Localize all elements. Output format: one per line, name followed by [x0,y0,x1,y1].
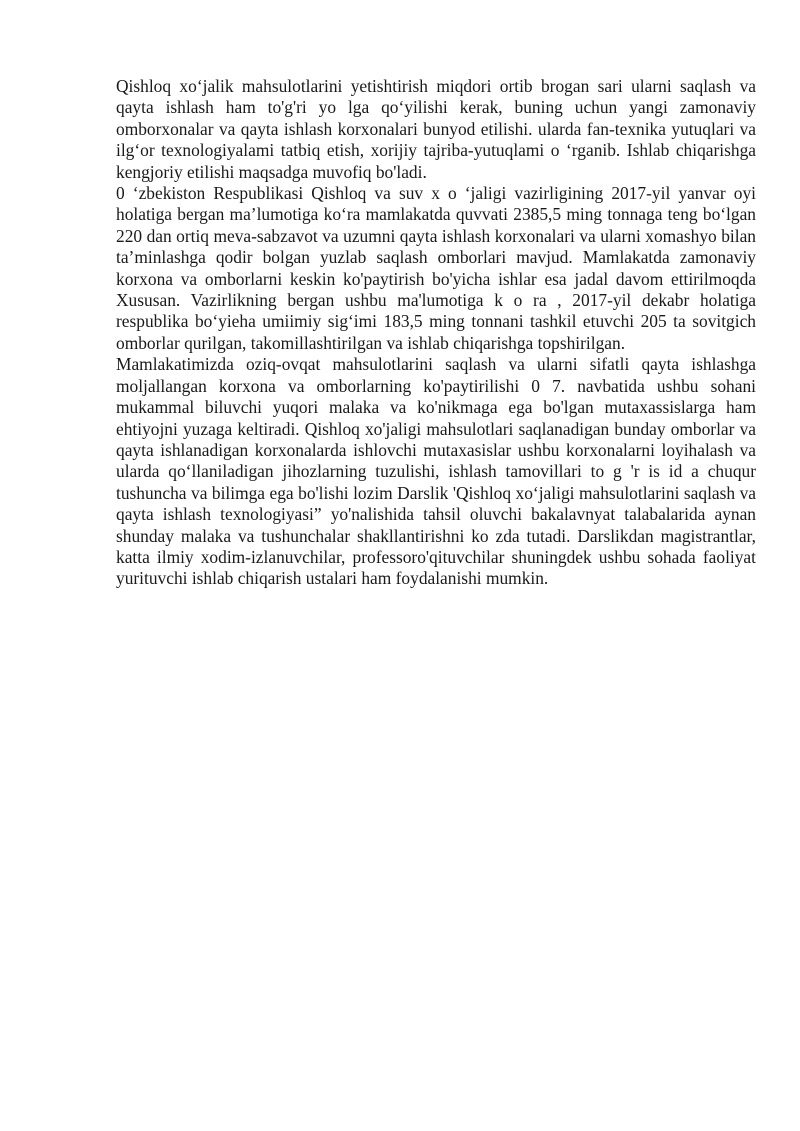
document-body [116,76,756,590]
paragraph-3: Mamlakatimizda oziq-ovqat mahsulotlarini saqlash va ularni sifatli qayta ishlashga moljallangan korxona va omborlarning ko'paytirilishi 0 7. navbatida ushbu sohani mukammal biluvchi yuqori malaka va ko'nikmaga ega bo'lgan mutaxassislarga ham ehtiyojni yuzaga keltiradi. Qishloq xo'jaligi mahsulotlari saqlanadigan bunday omborlar va qayta ishlanadigan korxonalarda ishlovchi mutaxasislar ushbu korxonalarni loyihalash va ularda qo‘llaniladigan jihozlarning tuzulishi, ishlash tamovillari to g 'r is id a chuqur tushuncha va bilimga ega bo'lishi lozim Darslik 'Qishloq xo‘jaligi mahsulotlarini saqlash va qayta ishlash texnologiyasi” yo'nalishida tahsil oluvchi bakalavnyat talabalarida aynan shunday malaka va tushunchalar shakllantirishni ko zda tutadi. Darslikdan magistrantlar, katta ilmiy xodim-izlanuvchilar, professoro'qituvchilar shuningdek ushbu sohada faoliyat yurituvchi ishlab chiqarish ustalari ham foydalanishi mumkin. [116,354,756,589]
paragraph-1: Qishloq xo‘jalik mahsulotlarini yetishtirish miqdori ortib brogan sari ularni saqlash va qayta ishlash ham to'g'ri yo lga qo‘yilishi kerak, buning uchun yangi zamonaviy omborxonalar va qayta ishlash korxonalari bunyod etilishi. ularda fan-texnika yutuqlari va ilg‘or texnologiyalami tatbiq etish, xorijiy tajriba-yutuqlami o ‘rganib. Ishlab chiqarishga kengjoriy etilishi maqsadga muvofiq bo'ladi. [116,76,756,182]
paragraph-2: 0 ‘zbekiston Respublikasi Qishloq va suv x o ‘jaligi vazirligining 2017-yil yanvar oyi holatiga bergan ma’lumotiga ko‘ra mamlakatda quvvati 2385,5 ming tonnaga teng bo‘lgan 220 dan ortiq meva-sabzavot va uzumni qayta ishlash korxonalari va ularni xomashyo bilan ta’minlashga qodir bolgan yuzlab saqlash omborlari mavjud. Mamlakatda zamonaviy korxona va omborlarni keskin ko'paytirish bo'yicha ishlar esa jadal davom ettirilmoqda Xususan. Vazirlikning bergan ushbu ma'lumotiga k o ra , 2017-yil dekabr holatiga respublika bo‘yieha umiimiy sig‘imi 183,5 ming tonnani tashkil etuvchi 205 ta sovitgich omborlar qurilgan, takomillashtirilgan va ishlab chiqarishga topshirilgan. [116,183,756,353]
